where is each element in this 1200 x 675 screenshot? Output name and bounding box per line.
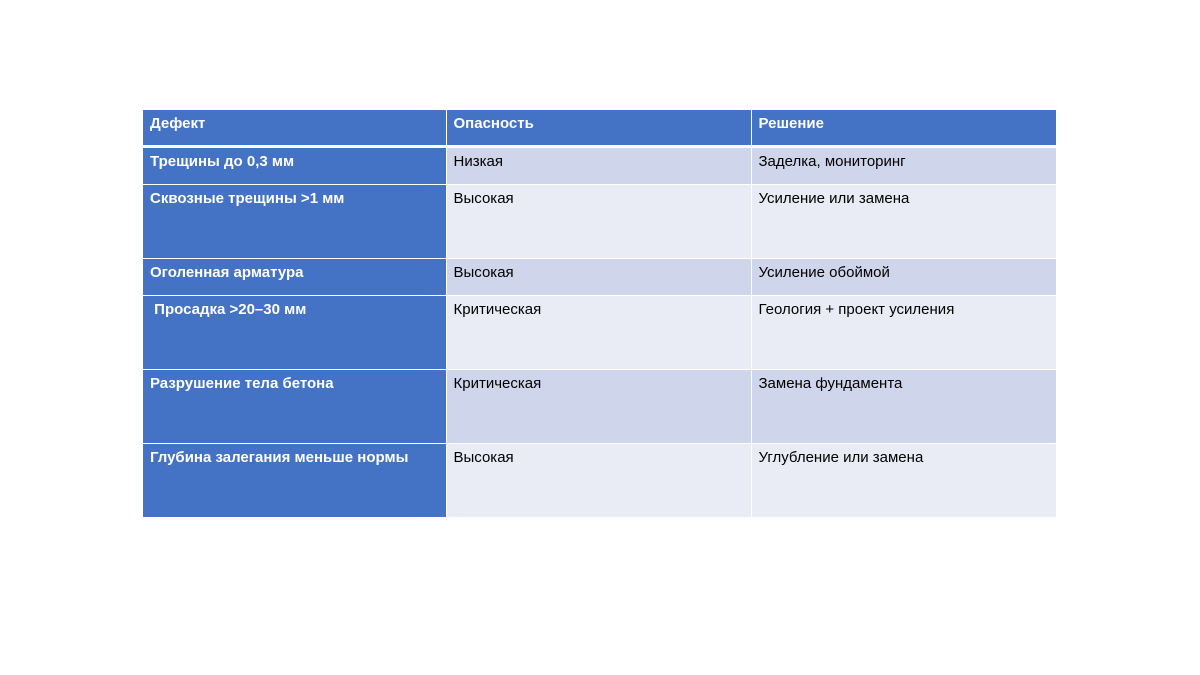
solution-cell: Углубление или замена: [751, 444, 1056, 518]
danger-cell: Критическая: [446, 370, 751, 444]
header-solution: Решение: [751, 110, 1056, 147]
defect-cell: Разрушение тела бетона: [143, 370, 446, 444]
table-row: [143, 444, 1056, 518]
defect-cell: Глубина залегания меньше нормы: [143, 444, 446, 518]
solution-cell: Усиление обоймой: [751, 259, 1056, 296]
header-danger: Опасность: [446, 110, 751, 147]
solution-cell: Геология + проект усиления: [751, 296, 1056, 370]
solution-cell: Усиление или замена: [751, 185, 1056, 259]
danger-cell: Высокая: [446, 185, 751, 259]
table-row: [143, 296, 1056, 370]
defect-cell: Трещины до 0,3 мм: [143, 147, 446, 185]
danger-cell: Низкая: [446, 147, 751, 185]
header-defect: Дефект: [143, 110, 446, 147]
defect-cell: Оголенная арматура: [143, 259, 446, 296]
solution-cell: Заделка, мониторинг: [751, 147, 1056, 185]
solution-cell: Замена фундамента: [751, 370, 1056, 444]
table-row: [143, 370, 1056, 444]
table-header-row: [143, 110, 1056, 147]
defect-cell: Сквозные трещины >1 мм: [143, 185, 446, 259]
defects-table: [143, 110, 1056, 517]
table-row: [143, 185, 1056, 259]
danger-cell: Высокая: [446, 444, 751, 518]
table-row: [143, 259, 1056, 296]
danger-cell: Критическая: [446, 296, 751, 370]
defect-cell: Просадка >20–30 мм: [143, 296, 446, 370]
table-row: [143, 147, 1056, 185]
danger-cell: Высокая: [446, 259, 751, 296]
